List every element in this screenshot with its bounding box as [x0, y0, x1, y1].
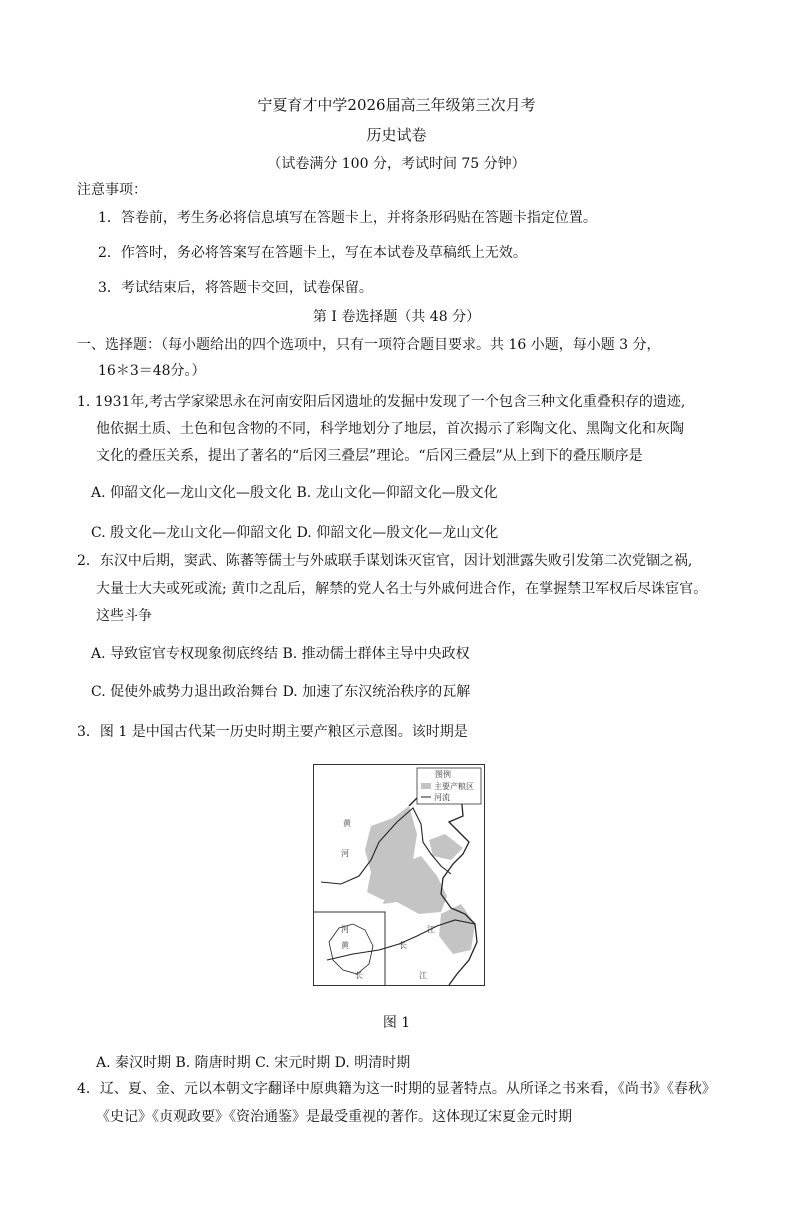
map-label: 河 — [341, 925, 349, 934]
map-label: 长 — [399, 941, 407, 950]
note-item: 2．作答时，务必将答案写在答题卡上，写在本试卷及草稿纸上无效。 — [98, 245, 527, 261]
question-1-line: 1. 1931年,考古学家梁思永在河南安阳后冈遗址的发掘中发现了一个包含三种文化重叠积存的遗迹, — [77, 394, 686, 410]
map-label: 长 — [355, 971, 363, 980]
question-2-options: C. 促使外戚势力退出政治舞台 D. 加速了东汉统治秩序的瓦解 — [91, 684, 471, 700]
map-label: 江 — [427, 925, 435, 934]
question-4-line: 4．辽、夏、金、元以本朝文字翻译中原典籍为这一时期的显著特点。从所译之书来看，《尚书》《春秋》 — [77, 1081, 716, 1097]
note-item: 1．答卷前，考生务必将信息填写在答题卡上，并将条形码贴在答题卡指定位置。 — [98, 210, 597, 226]
question-1-options: A. 仰韶文化—龙山文化—殷文化 B. 龙山文化—仰韶文化—殷文化 — [91, 485, 498, 501]
question-4-line: 《史记》《贞观政要》《资治通鉴》是最受重视的著作。这体现辽宋夏金元时期 — [96, 1109, 572, 1125]
figure-caption: 图 1 — [382, 1015, 411, 1031]
question-1-options: C. 殷文化—龙山文化—仰韶文化 D. 仰韶文化—殷文化—龙山文化 — [91, 525, 499, 541]
map-label: 江 — [419, 971, 427, 980]
exam-info: （试卷满分 100 分，考试时间 75 分钟） — [267, 156, 526, 172]
legend-area-label: 主要产粮区 — [434, 782, 474, 791]
question-3-line: 3．图 1 是中国古代某一历史时期主要产粮区示意图。该时期是 — [77, 724, 468, 740]
grain-region-map — [313, 764, 485, 986]
notes-heading: 注意事项： — [77, 182, 147, 198]
map-label: 黄 — [343, 819, 351, 828]
subject-title: 历史试卷 — [366, 126, 427, 144]
question-2-options: A. 导致宦官专权现象彻底终结 B. 推动儒士群体主导中央政权 — [91, 646, 470, 662]
legend-title: 图例 — [435, 770, 451, 779]
section-instruction: 一、选择题：（每小题给出的四个选项中，只有一项符合题目要求。共 16 小题，每小题 3 分， — [77, 337, 661, 353]
question-3-options: A. 秦汉时期 B. 隋唐时期 C. 宋元时期 D. 明清时期 — [96, 1055, 411, 1071]
exam-title: 宁夏育才中学2026届高三年级第三次月考 — [257, 96, 536, 114]
question-1-line: 他依据土质、土色和包含物的不同，科学地划分了地层，首次揭示了彩陶文化、黑陶文化和灰陶 — [96, 421, 684, 437]
section-instruction-cont: 16＊3＝48分。） — [98, 363, 206, 379]
question-2-line: 2．东汉中后期，窦武、陈蕃等儒士与外戚联手谋划诛灭宦官，因计划泄露失败引发第二次党锢之祸, — [77, 553, 693, 569]
section-title: 第 I 卷选择题（共 48 分） — [312, 309, 481, 325]
map-label: 河 — [341, 849, 349, 858]
note-item: 3．考试结束后，将答题卡交回，试卷保留。 — [98, 280, 373, 296]
question-2-line: 这些斗争 — [96, 608, 152, 624]
legend-river-label: 河流 — [434, 793, 450, 802]
map-label: 黄 — [341, 941, 349, 950]
question-2-line: 大量士大夫或死或流; 黄巾之乱后，解禁的党人名士与外戚何进合作，在掌握禁卫军权后尽诛宦官。 — [96, 581, 708, 597]
question-1-line: 文化的叠压关系，提出了著名的“后冈三叠层”理论。“后冈三叠层”从上到下的叠压顺序是 — [96, 448, 643, 464]
